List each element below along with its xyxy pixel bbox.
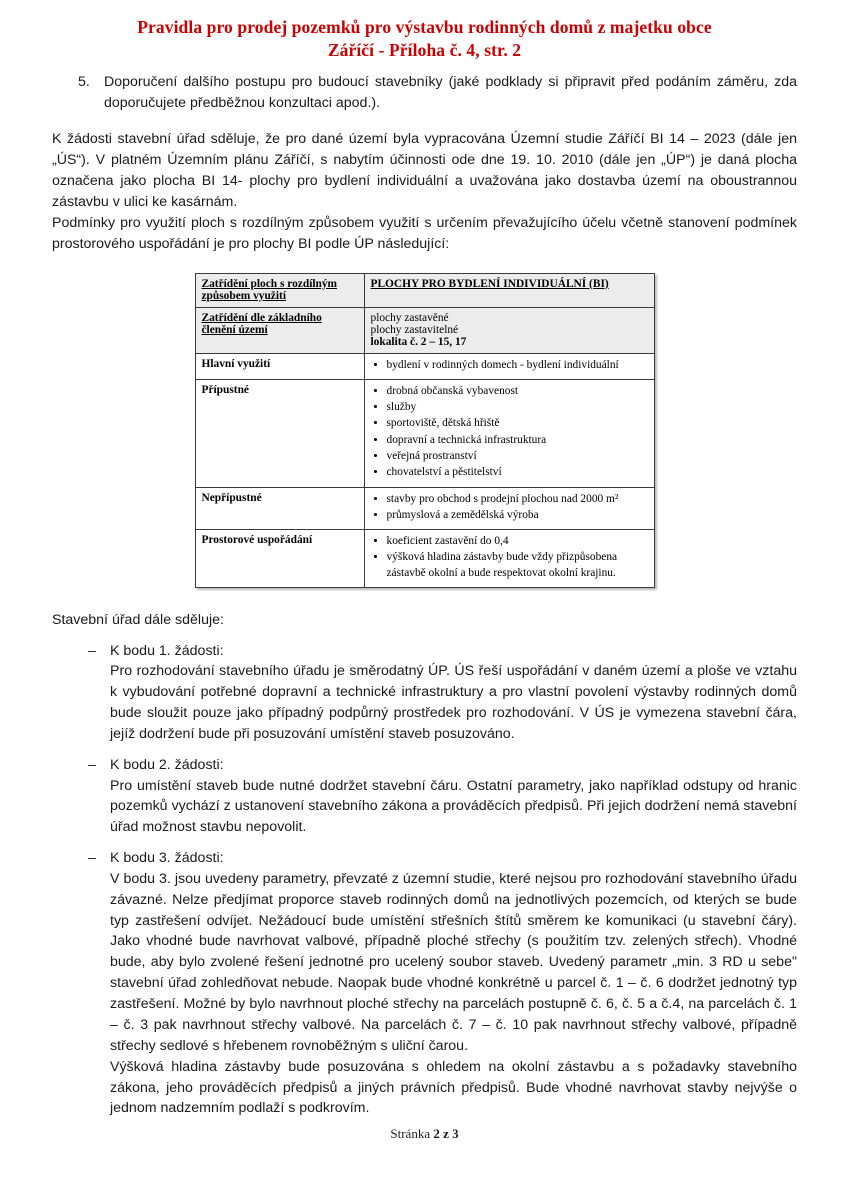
row-values-prostorove-usporadani: [364, 530, 654, 588]
table-row: [195, 530, 654, 588]
page-title: [52, 16, 797, 62]
table-row: [195, 379, 654, 487]
dash-item-3-body: V bodu 3. jsou uvedeny parametry, převzaté z územní studie, které nejsou pro rozhodování stavebního úřadu závazné. Nelze předjímat proporce staveb rodinných domů na jednotlivých pozemcích, od kterých se bude typ zastřešení odvíjet. Nežádoucí bude umístění střešních štítů směrem ke komunikaci (u stavební čáry). Jako vhodné bude navrhovat valbové, případně ploché střechy (s použitím tzv. zelených střech). Vhodné bude, aby bylo zvolené řešení jednotné pro ucelený soubor staveb. Uvedený parametr „min. 3 RD u sebe" stavební úřad zohledňovat nebude. Naopak bude vhodné konkrétně u parcel č. 1 – č. 6 dodržet jednotný typ zastřešení. Možné by bylo navrhnout ploché střechy na parcelách postupně č. 6, č. 5 a č.4, na parcelách č. 1 – č. 3 pak navrhnout střechy valbové. Na parcelách č. 7 – č. 10 pak navrhnout střechy valbové, případně střechy sedlové s hřebenem rovnoběžným s uliční čarou.: [110, 870, 797, 1054]
dash-item-2-body: Pro umístění staveb bude nutné dodržet stavební čáru. Ostatní parametry, jako například odstupy od hranic pozemků vychází z ustanovení stavebního zákona a prováděcích předpisů. Při jejich dodržení nemá stavební úřad možnost stavbu nepovolit.: [110, 777, 797, 836]
item-5-number: 5.: [78, 74, 90, 91]
list-item: • bydlení v rodinných domech - bydlení individuální: [387, 358, 648, 373]
sub-right-line-1: plochy zastavěné: [370, 311, 449, 324]
list-item: • stavby pro obchod s prodejní plochou nad 2000 m²: [387, 492, 648, 507]
list-item: • koeficient zastavění do 0,4: [387, 534, 648, 549]
table-subheader-left: Zatřídění dle základního členění území: [195, 307, 364, 353]
row-values-hlavni-vyuziti: [364, 353, 654, 379]
footer-page-number: 2 z 3: [433, 1126, 459, 1141]
table-row-subheader: [195, 307, 654, 353]
dash-item-3: [88, 848, 797, 1119]
page-title-line1: Pravidla pro prodej pozemků pro výstavbu rodinných domů z majetku obce: [137, 17, 712, 37]
row-values-nepripustne: [364, 487, 654, 530]
list-item: • chovatelství a pěstitelství: [387, 465, 648, 480]
dash-marker: –: [88, 642, 96, 659]
dash-item-1-heading: K bodu 1. žádosti:: [110, 642, 224, 659]
item-5-text: Doporučení dalšího postupu pro budoucí stavebníky (jaké podklady si připravit před podáním záměru, zda doporučujete předběžnou konzultaci apod.).: [104, 74, 797, 111]
dash-item-1-body: Pro rozhodování stavebního úřadu je směrodatný ÚP. ÚS řeší uspořádání v daném území a ploše ve vztahu k vybudování potřebné dopravní a technické infrastruktury a pro vlastní povolení výstavby rodinných domů bude sloužit pouze jako případný podpůrný prostředek pro rozhodování. V ÚS je vymezena stavební čára, jejíž dodržení bude při posuzování umístění staveb posuzováno.: [110, 663, 797, 743]
dash-marker: –: [88, 850, 96, 867]
list-item: • výšková hladina zástavby bude vždy přizpůsobena zástavbě okolní a bude respektovat okolní krajinu.: [387, 550, 648, 581]
paragraph-2: Podmínky pro využití ploch s rozdílným způsobem využití s určením převažujícího účelu včetně stanovení podmínek prostorového uspořádání je pro plochy BI podle ÚP následující:: [52, 214, 797, 252]
footer-prefix: Stránka: [390, 1126, 434, 1141]
table-row: [195, 487, 654, 530]
table-row-header: [195, 273, 654, 307]
dash-item-3-heading: K bodu 3. žádosti:: [110, 850, 224, 867]
dash-item-2-heading: K bodu 2. žádosti:: [110, 756, 224, 773]
row-label-hlavni-vyuziti: Hlavní využití: [195, 353, 364, 379]
section-lead: Stavební úřad dále sděluje:: [52, 612, 224, 628]
table-header-left: Zatřídění ploch s rozdílným způsobem využití: [195, 273, 364, 307]
table-header-right: PLOCHY PRO BYDLENÍ INDIVIDUÁLNÍ (BI): [364, 273, 654, 307]
up-conditions-table-wrapper: [52, 273, 797, 588]
page-footer: [0, 1126, 849, 1142]
list-item: • dopravní a technická infrastruktura: [387, 433, 648, 448]
dash-marker: –: [88, 756, 96, 773]
list-item: • sportoviště, dětská hřiště: [387, 416, 648, 431]
row-label-nepripustne: Nepřípustné: [195, 487, 364, 530]
dash-item-3-body-2: Výšková hladina zástavby bude posuzována s ohledem na okolní zástavbu a s požadavky stavebního zákona, jeho prováděcích předpisů a jiných právních předpisů. Bude vhodné navrhovat stavby nejvýše o jednom nadzemním podlaží s podkrovím.: [110, 1058, 797, 1117]
dash-list: [88, 641, 797, 1119]
table-row: [195, 353, 654, 379]
row-label-prostorove-usporadani: Prostorové uspořádání: [195, 530, 364, 588]
row-values-pripustne: [364, 379, 654, 487]
up-conditions-table: [195, 273, 655, 588]
paragraph-1: K žádosti stavební úřad sděluje, že pro dané území byla vypracována Územní studie Záříčí BI 14 – 2023 (dále jen „ÚS“). V platném Územním plánu Záříčí, s nabytím účinnosti ode dne 19. 10. 2010 (dále jen „ÚP“) je daná plocha označena jako plocha BI 14- plochy pro bydlení individuální a uvažována jako dostavba území na oboustrannou zástavbu v ulici ke kasárnám.: [52, 131, 797, 210]
list-item: • služby: [387, 400, 648, 415]
dash-item-2: [88, 755, 797, 838]
sub-right-locality: lokalita č. 2 – 15, 17: [370, 335, 467, 348]
page-title-line2: Záříčí - Příloha č. 4, str. 2: [327, 40, 522, 61]
table-subheader-right: [364, 307, 654, 353]
row-label-pripustne: Přípustné: [195, 379, 364, 487]
sub-right-line-2: plochy zastavitelné: [370, 323, 459, 336]
list-item: • průmyslová a zemědělská výroba: [387, 508, 648, 523]
numbered-item-5: [78, 72, 797, 113]
dash-item-1: [88, 641, 797, 745]
list-item: • veřejná prostranství: [387, 449, 648, 464]
list-item: • drobná občanská vybavenost: [387, 384, 648, 399]
